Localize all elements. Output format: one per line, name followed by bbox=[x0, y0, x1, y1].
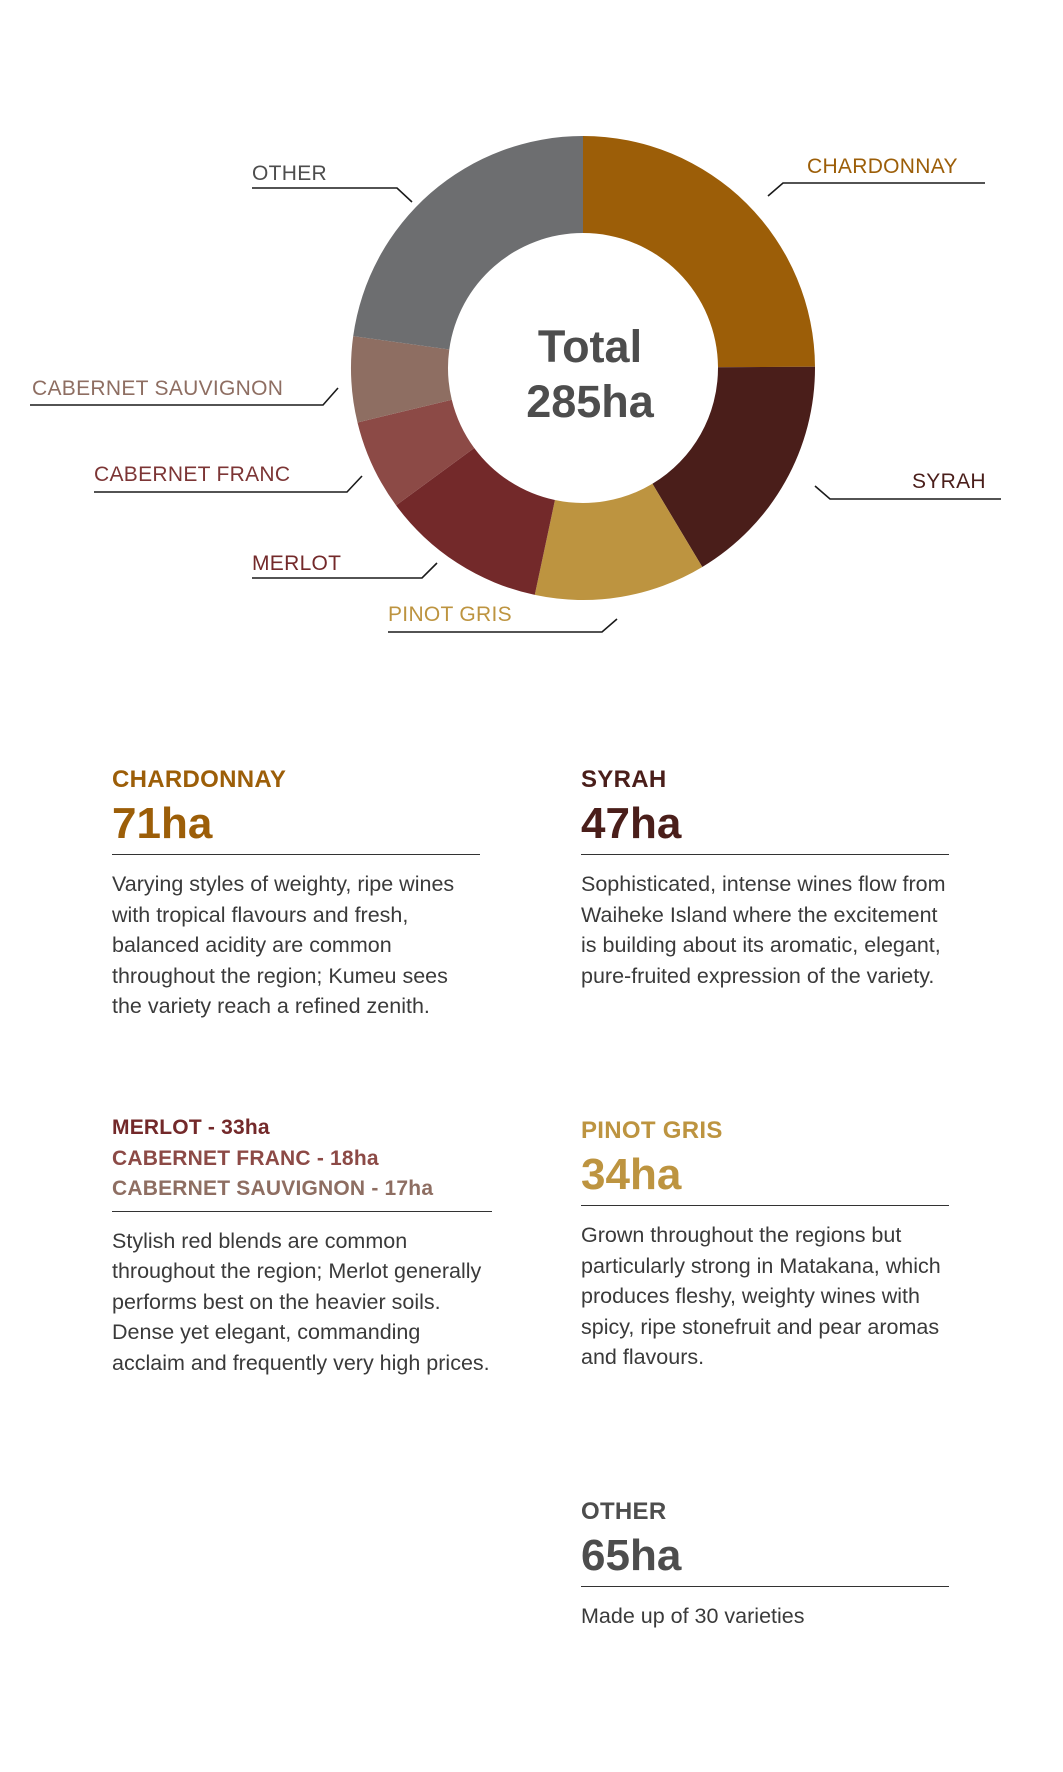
other-name: OTHER bbox=[581, 1498, 667, 1525]
other-divider bbox=[581, 1586, 949, 1587]
center-total-value: 285ha bbox=[526, 376, 654, 427]
syrah-value: 47ha bbox=[581, 799, 682, 848]
callout-label-other: OTHER bbox=[252, 162, 327, 185]
chardonnay-value: 71ha bbox=[112, 799, 213, 848]
cabernet-franc-summary: CABERNET FRANC - 18ha bbox=[112, 1146, 379, 1170]
callout-label-cabernet-sauvignon: CABERNET SAUVIGNON bbox=[32, 377, 284, 400]
other-value: 65ha bbox=[581, 1531, 682, 1580]
syrah-section bbox=[581, 766, 949, 991]
pinot-gris-divider bbox=[581, 1205, 949, 1206]
red-blends-section bbox=[112, 1113, 492, 1378]
donut-chart bbox=[0, 0, 1063, 680]
chardonnay-divider bbox=[112, 854, 480, 855]
pinot-gris-value: 34ha bbox=[581, 1150, 682, 1199]
callout-label-pinot-gris: PINOT GRIS bbox=[388, 603, 512, 626]
pinot-gris-name: PINOT GRIS bbox=[581, 1117, 723, 1144]
callout-label-chardonnay: CHARDONNAY bbox=[807, 155, 958, 178]
callout-label-cabernet-franc: CABERNET FRANC bbox=[94, 463, 291, 486]
cabernet-sauvignon-summary: CABERNET SAUVIGNON - 17ha bbox=[112, 1177, 434, 1200]
chardonnay-name: CHARDONNAY bbox=[112, 766, 287, 793]
pinot-gris-section bbox=[581, 1117, 949, 1373]
slice-other bbox=[353, 136, 583, 349]
center-total-label: Total bbox=[537, 321, 643, 372]
callout-label-syrah: SYRAH bbox=[912, 470, 986, 493]
chardonnay-description: Varying styles of weighty, ripe wines with tropical flavours and fresh, balanced acidity are common throughout the region; Kumeu sees the variety reach a refined zenith. bbox=[112, 872, 455, 1018]
other-description: Made up of 30 varieties bbox=[581, 1604, 805, 1628]
red-blends-divider bbox=[112, 1211, 492, 1212]
chardonnay-section bbox=[112, 766, 480, 1022]
red-blends-description: Stylish red blends are common throughout the region; Merlot generally performs best on the heavier soils. Dense yet elegant, commanding acclaim and frequently very high prices. bbox=[112, 1228, 490, 1375]
leader-line-other bbox=[252, 188, 412, 202]
callout-label-merlot: MERLOT bbox=[252, 552, 342, 575]
pinot-gris-description: Grown throughout the regions but particularly strong in Matakana, which produces fleshy, weighty wines with spicy, ripe stonefruit and pear aromas and flavours. bbox=[581, 1223, 941, 1369]
syrah-name: SYRAH bbox=[581, 766, 667, 793]
other-section bbox=[581, 1498, 949, 1632]
syrah-divider bbox=[581, 854, 949, 855]
leader-line-chardonnay bbox=[768, 183, 985, 196]
syrah-description: Sophisticated, intense wines flow from Waiheke Island where the excitement is building about its aromatic, elegant, pure-fruited expression of the variety. bbox=[581, 872, 946, 988]
merlot-summary: MERLOT - 33ha bbox=[112, 1116, 270, 1139]
